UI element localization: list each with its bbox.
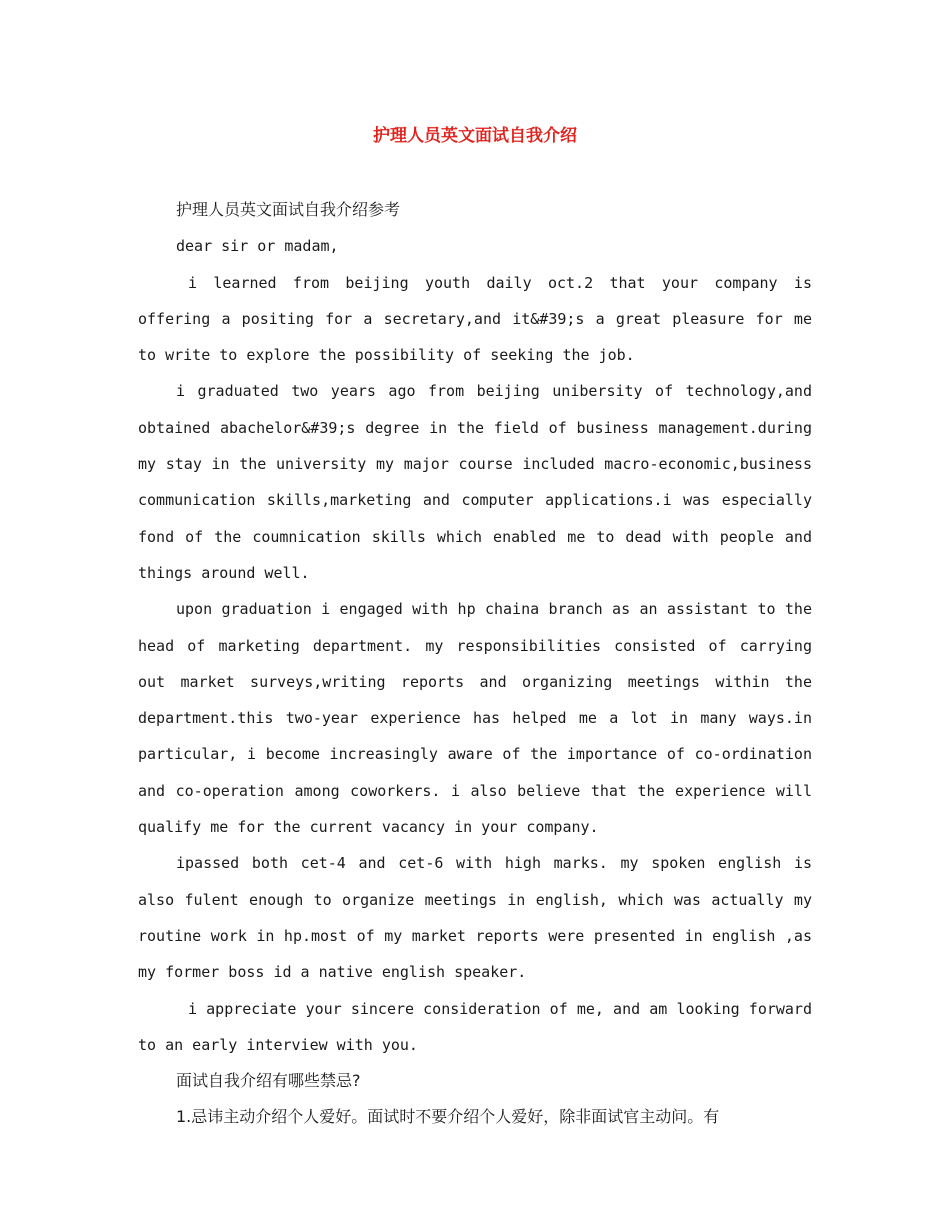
tip-1: 1.忌讳主动介绍个人爱好。面试时不要介绍个人爱好，除非面试官主动问。有 xyxy=(176,1107,720,1127)
paragraph-3: upon graduation i engaged with hp chaina branch as an assistant to the head of marketing department. my responsibilities consisted of carrying out market surveys,writing reports and organizing meetings within the department.this two-year experience has helped me a lot in many ways.in particular, i become increasingly aware of the importance of co-ordination and co-operation among coworkers. i also believe that the experience will qualify me for the current vacancy in your company. xyxy=(138,600,812,837)
paragraph-1: i learned from beijing youth daily oct.2 that your company is offering a positing for a secretary,and it&#39;s a great pleasure for me to write to explore the possibility of seeking the job. xyxy=(138,273,812,365)
paragraph-4: ipassed both cet-4 and cet-6 with high marks. my spoken english is also fulent enough to organize meetings in english, which was actually my routine work in hp.most of my market reports were presented in english ,as my former boss id a native english speaker. xyxy=(138,854,812,982)
document-subtitle: 护理人员英文面试自我介绍参考 xyxy=(176,200,401,219)
section-heading: 面试自我介绍有哪些禁忌? xyxy=(176,1071,361,1091)
paragraph-2: i graduated two years ago from beijing unibersity of technology,and obtained abachelor&#39;s degree in the field of business management.during my stay in the university my major course included macro-economic,business communication skills,marketing and computer applications.i was especially fond of the coumnication skills which enabled me to dead with people and things around well. xyxy=(138,382,812,582)
salutation: dear sir or madam, xyxy=(176,237,339,256)
document-body xyxy=(138,192,812,1136)
paragraph-5: i appreciate your sincere consideration of me, and am looking forward to an early interview with you. xyxy=(138,999,812,1054)
document-title: 护理人员英文面试自我介绍 xyxy=(373,126,577,146)
